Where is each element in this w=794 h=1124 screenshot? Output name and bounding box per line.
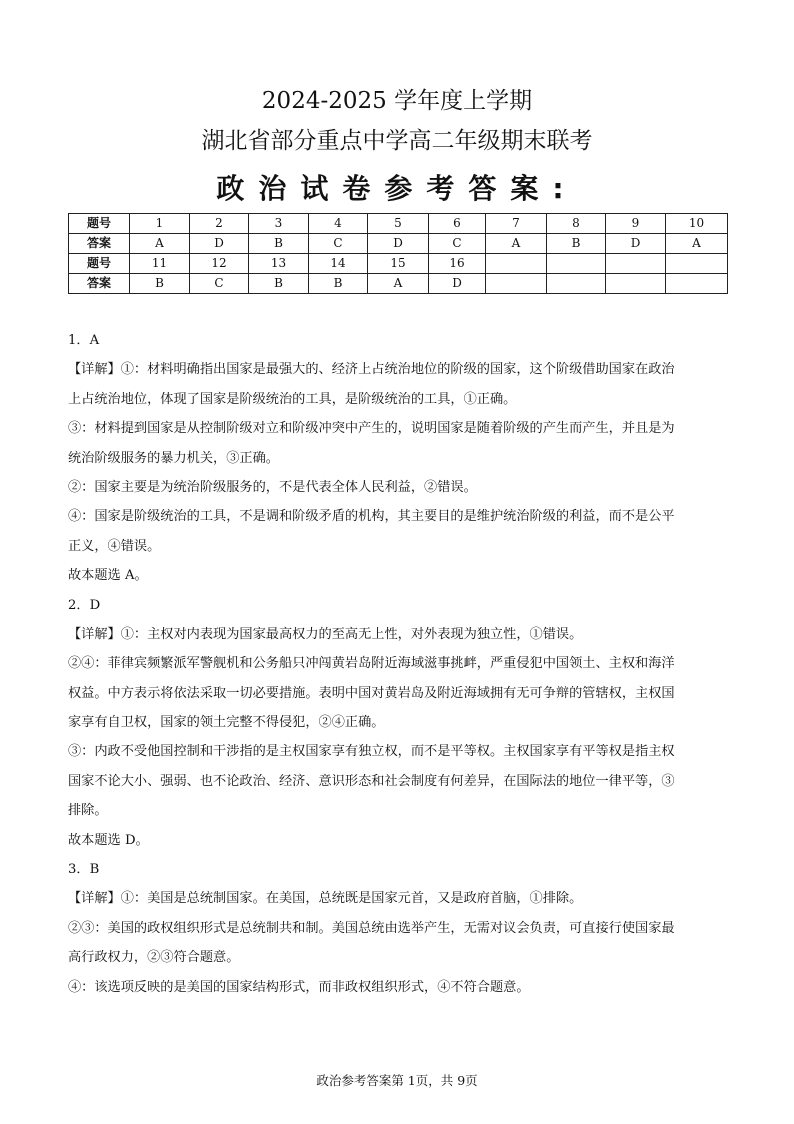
text-line: ②④：菲律宾频繁派军警舰机和公务船只冲闯黄岩岛附近海域滋事挑衅，严重侵犯中国领土、主权和海洋 xyxy=(68,656,675,672)
table-row xyxy=(69,234,728,254)
text-line: 【详解】①：主权对内表现为国家最高权力的至高无上性，对外表现为独立性，①错误。 xyxy=(68,626,583,642)
row-header-cell: 答案 xyxy=(69,234,130,254)
table-cell xyxy=(666,254,728,274)
text-line: 故本题选 D。 xyxy=(68,832,149,848)
table-cell: A xyxy=(130,234,190,254)
text-line: ④：国家是阶级统治的工具，不是调和阶级矛盾的机构，其主要目的是维护统治阶级的利益，而不是公平 xyxy=(68,509,675,525)
table-cell: B xyxy=(130,274,190,294)
text-line: 【详解】①：美国是总统制国家。在美国，总统既是国家元首，又是政府首脑，①排除。 xyxy=(68,891,583,907)
exam-name-title: 湖北省部分重点中学高二年级期末联考 xyxy=(201,128,593,154)
text-line: 上占统治地位，体现了国家是阶级统治的工具，是阶级统治的工具，①正确。 xyxy=(68,391,517,407)
table-cell: 1 xyxy=(130,214,190,234)
table-cell xyxy=(547,254,606,274)
table-cell: B xyxy=(249,274,309,294)
answer-explanations xyxy=(68,326,728,1002)
table-row xyxy=(69,274,728,294)
row-header-cell: 答案 xyxy=(69,274,130,294)
table-cell: 14 xyxy=(309,254,368,274)
table-cell: 7 xyxy=(486,214,547,234)
table-cell xyxy=(547,274,606,294)
table-cell: 10 xyxy=(666,214,728,234)
table-cell: 15 xyxy=(368,254,429,274)
text-line: 正义，④错误。 xyxy=(68,538,161,554)
text-line: ④：该选项反映的是美国的国家结构形式，而非政权组织形式，④不符合题意。 xyxy=(68,979,530,995)
table-cell: 13 xyxy=(249,254,309,274)
table-cell: 5 xyxy=(368,214,429,234)
exam-year-title: 2024-2025 学年度上学期 xyxy=(261,88,533,114)
row-header-cell: 题号 xyxy=(69,214,130,234)
table-cell: 16 xyxy=(429,254,486,274)
text-line: 1．A xyxy=(68,333,100,348)
answer-key-heading: 政治试卷参考答案: xyxy=(216,172,578,205)
page-footer: 政治参考答案第 1页，共 9页 xyxy=(316,1073,478,1088)
table-cell: C xyxy=(309,234,368,254)
text-line: ③：内政不受他国控制和干涉指的是主权国家享有独立权，而不是平等权。主权国家享有平等权是指主权 xyxy=(68,744,675,760)
table-cell: C xyxy=(429,234,486,254)
table-cell: D xyxy=(606,234,666,254)
answer-table xyxy=(68,213,728,294)
table-cell: B xyxy=(547,234,606,254)
table-cell: 8 xyxy=(547,214,606,234)
text-line: 统治阶级服务的暴力机关，③正确。 xyxy=(68,450,279,466)
text-line: 排除。 xyxy=(68,803,108,819)
text-line: 国家不论大小、强弱、也不论政治、经济、意识形态和社会制度有何差异，在国际法的地位一律平等，③ xyxy=(68,773,675,789)
text-line: 2．D xyxy=(68,597,101,613)
table-cell xyxy=(606,274,666,294)
table-cell: B xyxy=(309,274,368,294)
table-cell: A xyxy=(666,234,728,254)
text-line: 权益。中方表示将依法采取一切必要措施。表明中国对黄岩岛及附近海域拥有无可争辩的管辖权，主权国 xyxy=(68,685,675,701)
text-line: ③：材料提到国家是从控制阶级对立和阶级冲突中产生的，说明国家是随着阶级的产生而产生，并且是为 xyxy=(68,421,675,437)
table-cell: A xyxy=(486,234,547,254)
table-cell: C xyxy=(190,274,249,294)
text-line: 高行政权力，②③符合题意。 xyxy=(68,950,240,966)
text-line: ②③：美国的政权组织形式是总统制共和制。美国总统由选举产生，无需对议会负责，可直接行使国家最 xyxy=(68,920,675,936)
table-cell xyxy=(666,274,728,294)
text-line: 故本题选 A。 xyxy=(68,568,148,584)
table-cell: 9 xyxy=(606,214,666,234)
table-cell: B xyxy=(249,234,309,254)
table-row xyxy=(69,214,728,234)
table-cell: D xyxy=(190,234,249,254)
text-line: 【详解】①：材料明确指出国家是最强大的、经济上占统治地位的阶级的国家，这个阶级借助国家在政治 xyxy=(68,362,675,378)
table-cell: D xyxy=(429,274,486,294)
table-cell: 6 xyxy=(429,214,486,234)
table-row xyxy=(69,254,728,274)
text-line: 3．B xyxy=(68,862,100,878)
table-cell: 3 xyxy=(249,214,309,234)
table-cell xyxy=(486,254,547,274)
text-line: 家享有自卫权，国家的领土完整不得侵犯，②④正确。 xyxy=(68,715,385,731)
table-cell: 4 xyxy=(309,214,368,234)
table-cell xyxy=(486,274,547,294)
table-cell: A xyxy=(368,274,429,294)
row-header-cell: 题号 xyxy=(69,254,130,274)
table-cell: D xyxy=(368,234,429,254)
table-cell: 12 xyxy=(190,254,249,274)
table-cell: 11 xyxy=(130,254,190,274)
table-cell: 2 xyxy=(190,214,249,234)
table-cell xyxy=(606,254,666,274)
text-line: ②：国家主要是为统治阶级服务的，不是代表全体人民利益，②错误。 xyxy=(68,479,477,495)
